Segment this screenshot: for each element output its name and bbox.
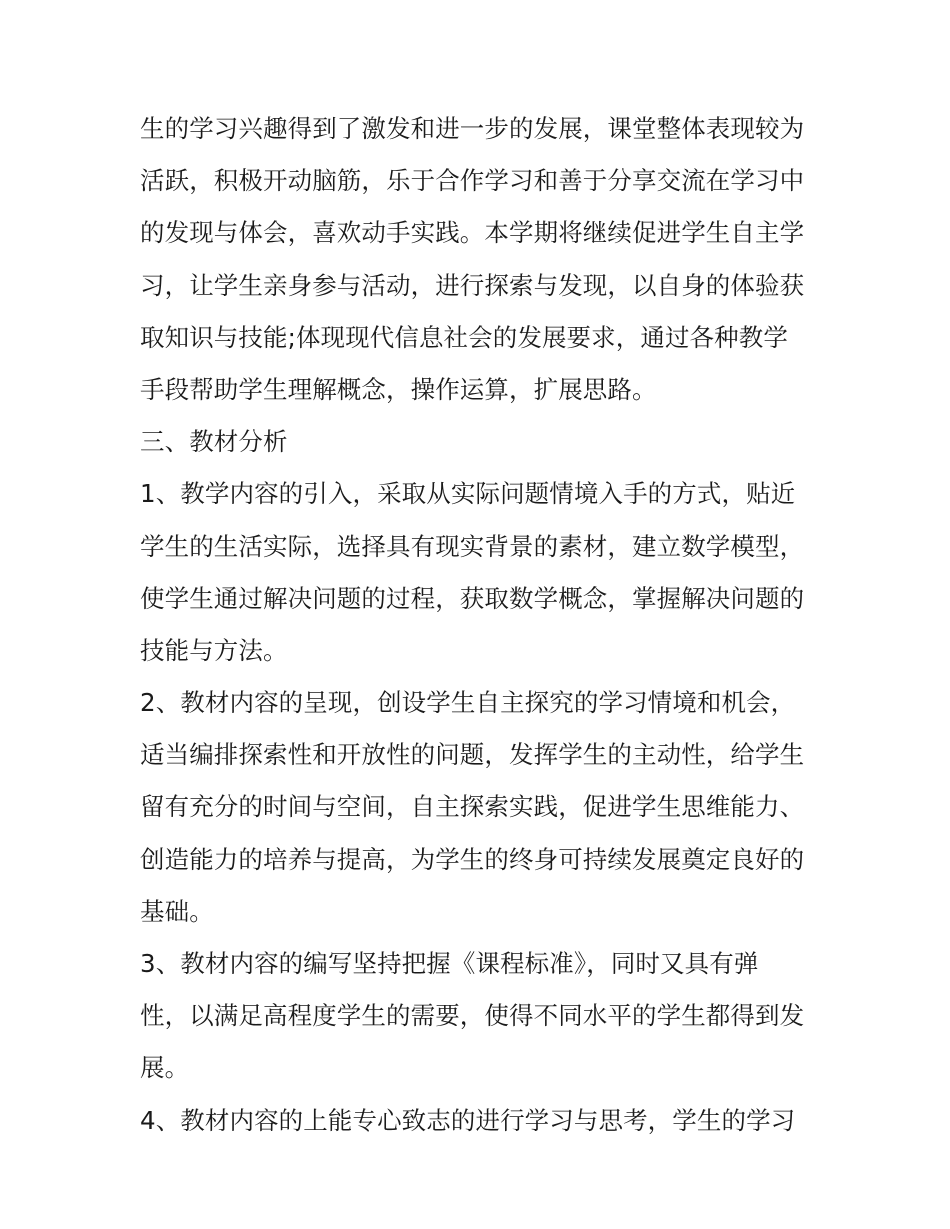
list-item-2-line: 创造能力的培养与提高，为学生的终身可持续发展奠定良好的 xyxy=(140,844,805,874)
paragraph-line: 活跃，积极开动脑筋，乐于合作学习和善于分享交流在学习中 xyxy=(140,166,805,196)
paragraph-line: 的发现与体会，喜欢动手实践。本学期将继续促进学生自主学 xyxy=(140,218,805,248)
list-item-2-line: 留有充分的时间与空间，自主探索实践，促进学生思维能力、 xyxy=(140,792,805,822)
paragraph-line: 手段帮助学生理解概念，操作运算，扩展思路。 xyxy=(140,374,657,404)
list-item-2-line: 适当编排探索性和开放性的问题，发挥学生的主动性，给学生 xyxy=(140,740,805,770)
paragraph-line: 习，让学生亲身参与活动，进行探索与发现，以自身的体验获 xyxy=(140,270,805,300)
document-body xyxy=(140,103,820,1147)
list-item-3-line: 性，以满足高程度学生的需要，使得不同水平的学生都得到发 xyxy=(140,1001,805,1031)
list-item-1-line: 技能与方法。 xyxy=(140,635,288,665)
list-item-2-line: 2、教材内容的呈现，创设学生自主探究的学习情境和机会， xyxy=(140,688,796,718)
paragraph-line: 生的学习兴趣得到了激发和进一步的发展，课堂整体表现较为 xyxy=(140,114,805,143)
list-item-1-line: 1、教学内容的引入，采取从实际问题情境入手的方式，贴近 xyxy=(140,479,796,509)
list-item-1-line: 使学生通过解决问题的过程，获取数学概念，掌握解决问题的 xyxy=(140,583,805,613)
section-heading: 三、教材分析 xyxy=(140,427,288,457)
paragraph-line: 取知识与技能;体现现代信息社会的发展要求，通过各种教学 xyxy=(140,322,788,352)
list-item-4-line: 4、教材内容的上能专心致志的进行学习与思考，学生的学习 xyxy=(140,1105,796,1135)
list-item-1-line: 学生的生活实际，选择具有现实背景的素材，建立数学模型， xyxy=(140,531,805,561)
list-item-3-line: 3、教材内容的编写坚持把握《课程标准》，同时又具有弹 xyxy=(140,949,759,978)
list-item-2-line: 基础。 xyxy=(140,896,214,926)
list-item-3-line: 展。 xyxy=(140,1053,190,1083)
